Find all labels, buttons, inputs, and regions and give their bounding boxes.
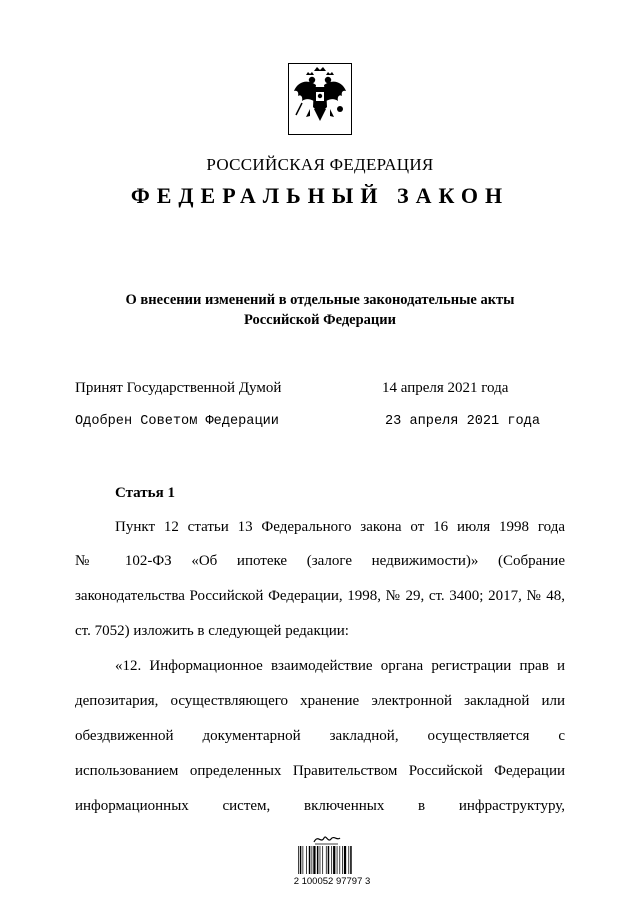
paragraph-line: депозитария, осуществляющего хранение электронной закладной или <box>75 693 565 709</box>
coat-of-arms-icon <box>288 63 352 135</box>
paragraph-line: ст. 7052) изложить в следующей редакции: <box>75 623 349 639</box>
council-approval-date: 23 апреля 2021 года <box>385 414 540 429</box>
barcode-icon <box>298 846 366 874</box>
article-heading: Статья 1 <box>115 485 175 501</box>
document-type: ФЕДЕРАЛЬНЫЙ ЗАКОН <box>130 183 510 208</box>
council-approval-label: Одобрен Советом Федерации <box>75 414 279 429</box>
paragraph-line: «12. Информационное взаимодействие органа регистрации прав и <box>115 658 565 674</box>
duma-adoption-date: 14 апреля 2021 года <box>382 380 509 396</box>
law-title-line: О внесении изменений в отдельные законодательные акты <box>125 292 515 308</box>
country-name: РОССИЙСКАЯ ФЕДЕРАЦИЯ <box>206 155 434 174</box>
paragraph-line: № 102-ФЗ «Об ипотеке (залоге недвижимости)» (Собрание <box>75 553 565 569</box>
paragraph-line: законодательства Российской Федерации, 1998, № 29, ст. 3400; 2017, № 48, <box>75 588 565 604</box>
paragraph-line: обездвиженной документарной закладной, осуществляется с <box>75 728 565 744</box>
duma-adoption-label: Принят Государственной Думой <box>75 380 282 396</box>
law-title <box>70 290 570 330</box>
barcode-number: 2 100052 97797 3 <box>293 876 371 887</box>
paragraph-line: Пункт 12 статьи 13 Федерального закона от 16 июля 1998 года <box>115 519 565 535</box>
paragraph-line: информационных систем, включенных в инфраструктуру, <box>75 798 565 814</box>
law-title-line: Российской Федерации <box>243 312 396 328</box>
signature-scribble-icon <box>312 832 342 846</box>
paragraph-line: использованием определенных Правительством Российской Федерации <box>75 763 565 779</box>
